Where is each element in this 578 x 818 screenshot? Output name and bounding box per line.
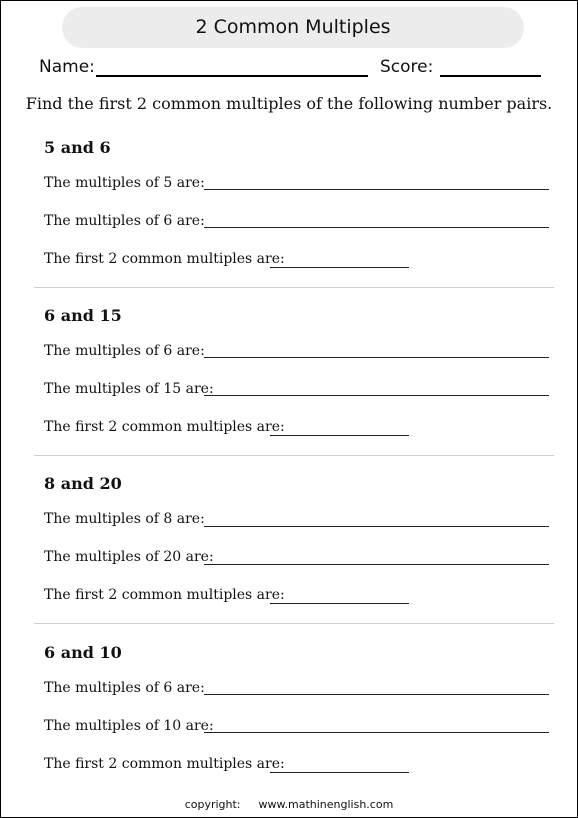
pair-heading: 6 and 10	[44, 643, 122, 662]
common-answer-line[interactable]	[270, 772, 409, 773]
multiples-label: The multiples of 5 are:	[44, 175, 205, 191]
common-answer-line[interactable]	[270, 267, 409, 268]
multiples-label: The multiples of 6 are:	[44, 343, 205, 359]
common-answer-line[interactable]	[270, 435, 409, 436]
score-label: Score:	[380, 57, 434, 77]
name-label: Name:	[39, 57, 95, 77]
site-link[interactable]: www.mathinenglish.com	[258, 798, 394, 811]
answer-line[interactable]	[204, 732, 549, 733]
pair-heading: 6 and 15	[44, 306, 122, 325]
common-multiples-label: The first 2 common multiples are:	[44, 419, 285, 435]
common-multiples-label: The first 2 common multiples are:	[44, 251, 285, 267]
section-divider	[34, 287, 554, 288]
multiples-label: The multiples of 6 are:	[44, 213, 205, 229]
multiples-label: The multiples of 15 are:	[44, 381, 214, 397]
multiples-label: The multiples of 10 are:	[44, 718, 214, 734]
common-answer-line[interactable]	[270, 603, 409, 604]
multiples-label: The multiples of 20 are:	[44, 549, 214, 565]
instructions: Find the first 2 common multiples of the following number pairs.	[25, 94, 553, 113]
answer-line[interactable]	[204, 227, 549, 228]
worksheet-title: 2 Common Multiples	[62, 7, 524, 48]
pair-heading: 5 and 6	[44, 138, 111, 157]
score-field-line[interactable]	[440, 75, 541, 77]
answer-line[interactable]	[204, 526, 549, 527]
answer-line[interactable]	[204, 564, 549, 565]
answer-line[interactable]	[204, 357, 549, 358]
copyright-label: copyright:	[184, 798, 241, 811]
common-multiples-label: The first 2 common multiples are:	[44, 587, 285, 603]
answer-line[interactable]	[204, 694, 549, 695]
multiples-label: The multiples of 8 are:	[44, 511, 205, 527]
footer	[1, 798, 577, 811]
multiples-label: The multiples of 6 are:	[44, 680, 205, 696]
name-field-line[interactable]	[96, 75, 368, 77]
answer-line[interactable]	[204, 189, 549, 190]
section-divider	[34, 455, 554, 456]
common-multiples-label: The first 2 common multiples are:	[44, 756, 285, 772]
section-divider	[34, 623, 554, 624]
answer-line[interactable]	[204, 395, 549, 396]
pair-heading: 8 and 20	[44, 474, 122, 493]
